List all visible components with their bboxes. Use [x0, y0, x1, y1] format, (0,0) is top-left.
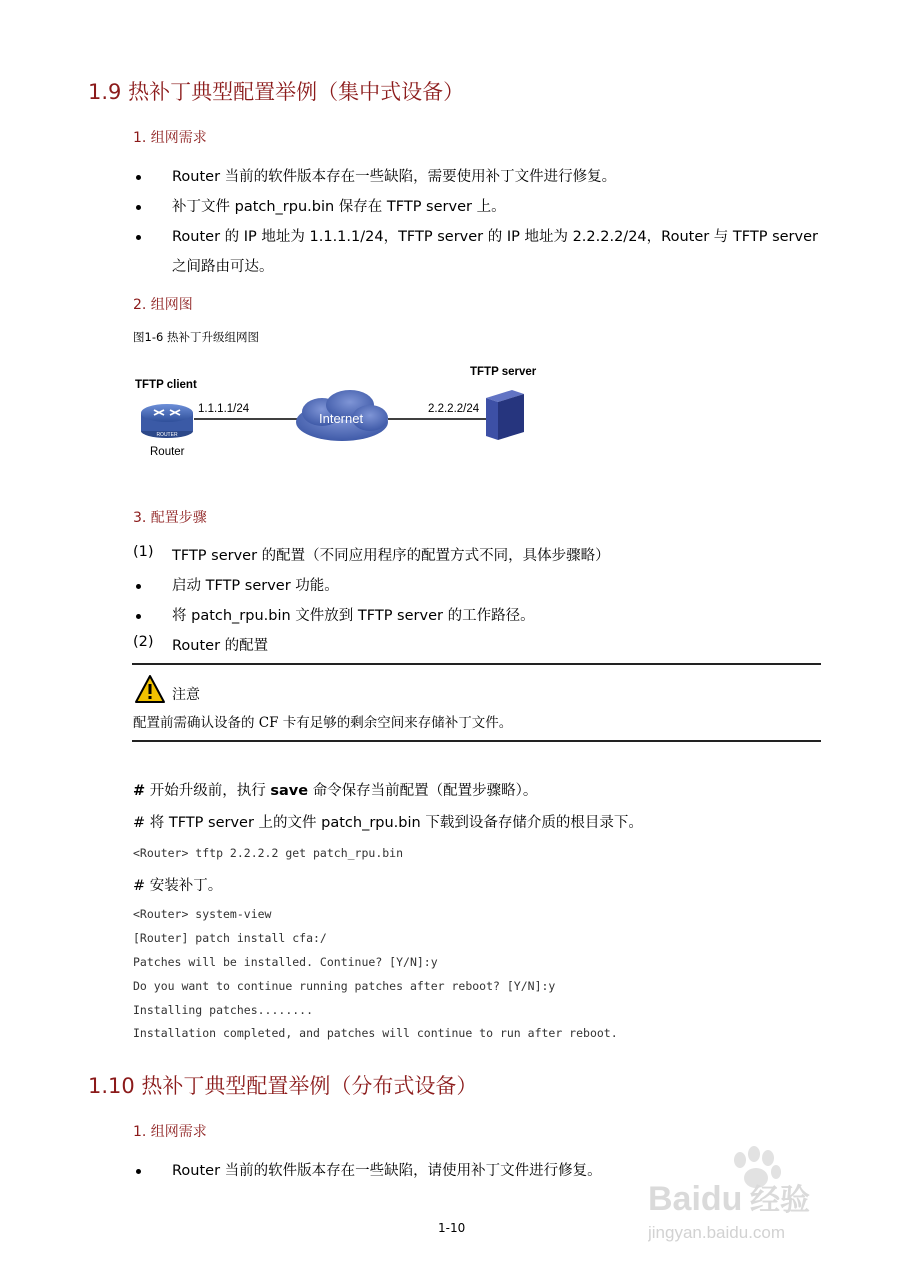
code-line: Do you want to continue running patches after reboot? [Y/N]:y: [133, 979, 556, 993]
code-line: [Router] patch install cfa:/: [133, 931, 327, 945]
list-item: 补丁文件 patch_rpu.bin 保存在 TFTP server 上。: [172, 199, 506, 215]
bullet: [136, 584, 141, 589]
subheading-requirements: 1. 组网需求: [133, 130, 207, 146]
router-label: Router: [150, 446, 185, 458]
server-icon: [486, 390, 524, 440]
code-line: <Router> system-view: [133, 907, 272, 921]
code-line: <Router> tftp 2.2.2.2 get patch_rpu.bin: [133, 846, 404, 860]
tftp-client-label: TFTP client: [135, 379, 197, 391]
bullet: [136, 1169, 141, 1174]
note-top-rule: [132, 663, 821, 665]
section-title-1-10: 1.10 热补丁典型配置举例（分布式设备）: [88, 1074, 478, 1098]
router-icon: [141, 404, 193, 438]
internet-label: Internet: [319, 411, 364, 426]
subheading-steps: 3. 配置步骤: [133, 510, 207, 526]
warning-icon: [134, 674, 166, 704]
command-keyword: save: [270, 783, 309, 799]
list-item: 将 patch_rpu.bin 文件放到 TFTP server 的工作路径。: [172, 608, 535, 624]
network-diagram: [130, 360, 550, 470]
note-text: 配置前需确认设备的 CF 卡有足够的剩余空间来存储补丁文件。: [133, 715, 513, 731]
svg-text:jingyan.baidu.com: jingyan.baidu.com: [648, 1223, 786, 1242]
note-title: 注意: [172, 687, 200, 703]
step-number: (1): [133, 544, 154, 560]
comment-text: 开始升级前，执行: [149, 783, 266, 799]
figure-caption: 图1-6 热补丁升级组网图: [133, 330, 259, 344]
comment-save: [133, 779, 537, 800]
paw-icon: [648, 1140, 858, 1245]
step-number: (2): [133, 634, 154, 650]
bullet: [136, 614, 141, 619]
list-item: Router 当前的软件版本存在一些缺陷，需要使用补丁文件进行修复。: [172, 169, 617, 185]
bullet: [136, 235, 141, 240]
comment-install: # 安装补丁。: [133, 878, 223, 894]
code-line: Installation completed, and patches will continue to run after reboot.: [133, 1026, 618, 1040]
svg-text:经验: 经验: [750, 1183, 810, 1218]
list-item-continuation: 之间路由可达。: [172, 259, 274, 275]
server-ip-label: 2.2.2.2/24: [428, 403, 480, 415]
step-text: Router 的配置: [172, 638, 269, 654]
bullet: [136, 175, 141, 180]
client-ip-label: 1.1.1.1/24: [198, 403, 250, 415]
comment-download: # 将 TFTP server 上的文件 patch_rpu.bin 下载到设备存储介质的根目录下。: [133, 815, 643, 831]
bullet: [136, 205, 141, 210]
page-number: 1-10: [438, 1221, 466, 1235]
comment-text: 命令保存当前配置（配置步骤略）。: [312, 783, 538, 799]
router-badge: ROUTER: [156, 432, 178, 438]
list-item: 启动 TFTP server 功能。: [172, 578, 339, 594]
subheading-diagram: 2. 组网图: [133, 297, 193, 313]
code-line: Patches will be installed. Continue? [Y/N]:y: [133, 955, 438, 969]
list-item: Router 的 IP 地址为 1.1.1.1/24，TFTP server 的 IP 地址为 2.2.2.2/24，Router 与 TFTP server: [172, 229, 818, 245]
svg-text:Baidu: Baidu: [648, 1180, 743, 1218]
baidu-watermark-logo: [648, 1140, 858, 1245]
list-item: Router 当前的软件版本存在一些缺陷，请使用补丁文件进行修复。: [172, 1163, 602, 1179]
note-bottom-rule: [132, 740, 821, 742]
code-line: Installing patches........: [133, 1003, 314, 1017]
tftp-server-label: TFTP server: [470, 366, 537, 378]
comment-hash: #: [133, 783, 146, 799]
subheading-requirements: 1. 组网需求: [133, 1124, 207, 1140]
step-text: TFTP server 的配置（不同应用程序的配置方式不同，具体步骤略）: [172, 548, 610, 564]
section-title-1-9: 1.9 热补丁典型配置举例（集中式设备）: [88, 80, 465, 104]
